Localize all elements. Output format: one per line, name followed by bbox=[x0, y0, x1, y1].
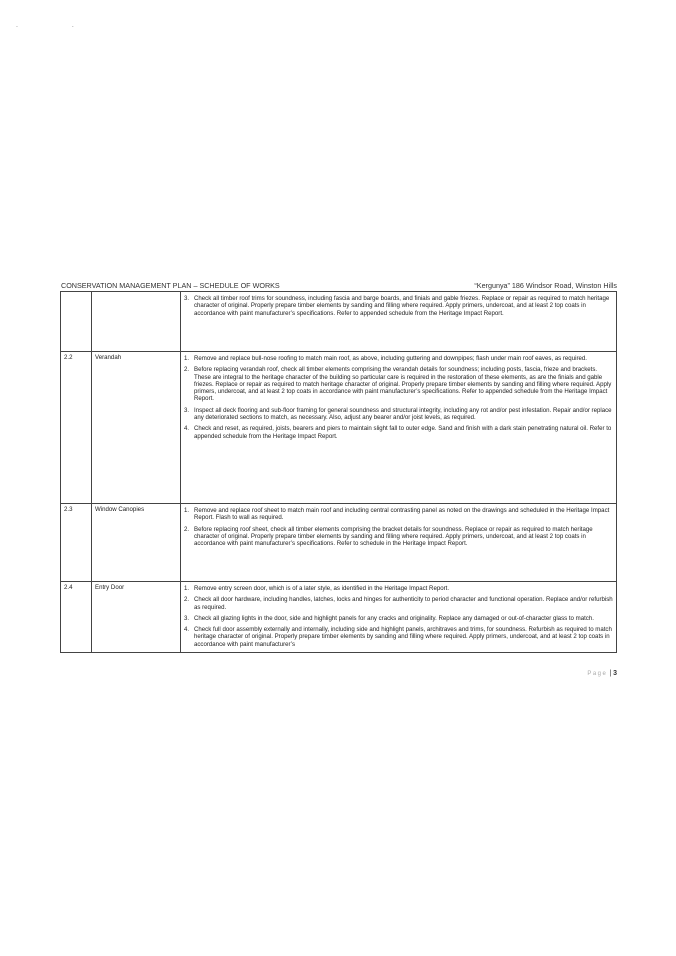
work-item-text: Before replacing roof sheet, check all timber elements comprising the bracket details for soundness. Replace or repair as required to match heritage character of original. Properly prepare timber elements by sanding and filling where required. Apply primers, undercoat, and at least 2 top coats in accordance with paint manufacturer’s specifications. Refer to schedule in the Heritage Impact Report. bbox=[194, 525, 593, 548]
table-row bbox=[61, 352, 617, 504]
page-footer bbox=[560, 670, 617, 677]
row-number: 2.4 bbox=[61, 582, 92, 653]
row-number: 2.3 bbox=[61, 504, 92, 582]
header-document-title: CONSERVATION MANAGEMENT PLAN – SCHEDULE OF WORKS bbox=[61, 281, 280, 290]
work-item bbox=[184, 526, 613, 548]
work-item-text: Remove entry screen door, which is of a later style, as identified in the Heritage Impact Report. bbox=[194, 585, 450, 592]
row-works bbox=[181, 352, 617, 504]
work-item-number: 2. bbox=[184, 366, 190, 374]
work-item bbox=[184, 407, 613, 422]
work-item-text: Inspect all deck flooring and sub-floor framing for general soundness and structural integrity, including any rot and/or pest infestation. Repair and/or replace any deteriorated sections to match, as necessary. Also, adjust any bearer and/or joist levels, as required. bbox=[194, 406, 612, 422]
scan-artifact-dots: . . bbox=[16, 22, 100, 29]
work-item-text: Check and reset, as required, joists, bearers and piers to maintain slight fall to outer edge. Sand and finish with a dark stain penetrating natural oil. Refer to appended schedule from the Heritage Impact Report. bbox=[194, 425, 612, 440]
row-works bbox=[181, 292, 617, 352]
work-item-number: 2. bbox=[184, 525, 190, 533]
work-item bbox=[184, 355, 613, 362]
work-item-number: 1. bbox=[184, 355, 190, 362]
work-item bbox=[184, 425, 613, 440]
work-item bbox=[184, 626, 613, 648]
schedule-of-works-table bbox=[60, 291, 617, 653]
row-element: Verandah bbox=[92, 352, 181, 504]
work-item bbox=[184, 507, 613, 522]
work-item-text: Check all timber roof trims for soundness, including fascia and barge boards, and finials and gable friezes. Replace or repair as required to match heritage character of original. Properly prepare timber elements by sanding and filling where required. Apply primers, undercoat, and at least 2 top coats in accordance with paint manufacturer’s specifications. Refer to appended schedule from the Heritage Impact Report. bbox=[194, 295, 610, 317]
table-row bbox=[61, 504, 617, 582]
work-item-number: 4. bbox=[184, 626, 190, 634]
work-item-number: 3. bbox=[184, 295, 190, 302]
work-item-text: Check all glazing lights in the door, side and highlight panels for any cracks and originality. Replace any damaged or out-of-character glass to match. bbox=[194, 614, 594, 622]
work-item-number: 3. bbox=[184, 614, 190, 622]
row-number: 2.2 bbox=[61, 352, 92, 504]
work-item bbox=[184, 615, 613, 622]
page-header bbox=[61, 281, 617, 290]
page-label: Page bbox=[587, 671, 608, 677]
work-item-text: Check all door hardware, including handles, latches, locks and hinges for authenticity to period character and functional operation. Replace and/or refurbish as required. bbox=[194, 596, 613, 611]
work-item-number: 2. bbox=[184, 596, 190, 604]
work-item-number: 1. bbox=[184, 585, 190, 592]
page-number: 3 bbox=[613, 670, 617, 677]
work-item bbox=[184, 366, 613, 402]
header-property-address: “Kergunya” 186 Windsor Road, Winston Hills bbox=[474, 281, 617, 290]
work-item-text: Check full door assembly externally and internally, including side and highlight panels, architraves and trims, for soundness. Refurbish as required to match heritage character of original. Properly prepare timber elements by sanding and filling where required. Apply primers, undercoat, and at least 2 top coats in accordance with paint manufacturer’s bbox=[194, 626, 612, 648]
table-row bbox=[61, 292, 617, 352]
row-element: Window Canopies bbox=[92, 504, 181, 582]
work-item bbox=[184, 585, 613, 592]
work-item-number: 4. bbox=[184, 425, 190, 433]
page-separator: | bbox=[609, 670, 612, 677]
work-item bbox=[184, 295, 613, 317]
work-item-text: Remove and replace roof sheet to match main roof and including central contrasting panel as noted on the drawings and scheduled in the Heritage Impact Report. Flash to wall as required. bbox=[194, 507, 610, 522]
row-element bbox=[92, 292, 181, 352]
row-number bbox=[61, 292, 92, 352]
work-item-number: 1. bbox=[184, 507, 190, 514]
table-row bbox=[61, 582, 617, 653]
work-item bbox=[184, 596, 613, 611]
row-element: Entry Door bbox=[92, 582, 181, 653]
work-item-number: 3. bbox=[184, 406, 190, 414]
work-item-text: Before replacing verandah roof, check all timber elements comprising the verandah details for soundness; including posts, fascia, frieze and brackets. These are integral to the heritage character of the building so particular care is required in the restoration of these elements, as are the finials and gable friezes. Replace or repair as required to match heritage character of original. Properly prepare timber elements by sanding and filling where required. Apply primers, undercoat, and at least 2 top coats in accordance with paint manufacturer’s specifications. Refer to appended schedule from the Heritage Impact Report. bbox=[194, 366, 612, 403]
row-works bbox=[181, 504, 617, 582]
row-works bbox=[181, 582, 617, 653]
work-item-text: Remove and replace bull-nose roofing to match main roof, as above, including guttering and downpipes; flash under main roof eaves, as required. bbox=[194, 355, 587, 362]
